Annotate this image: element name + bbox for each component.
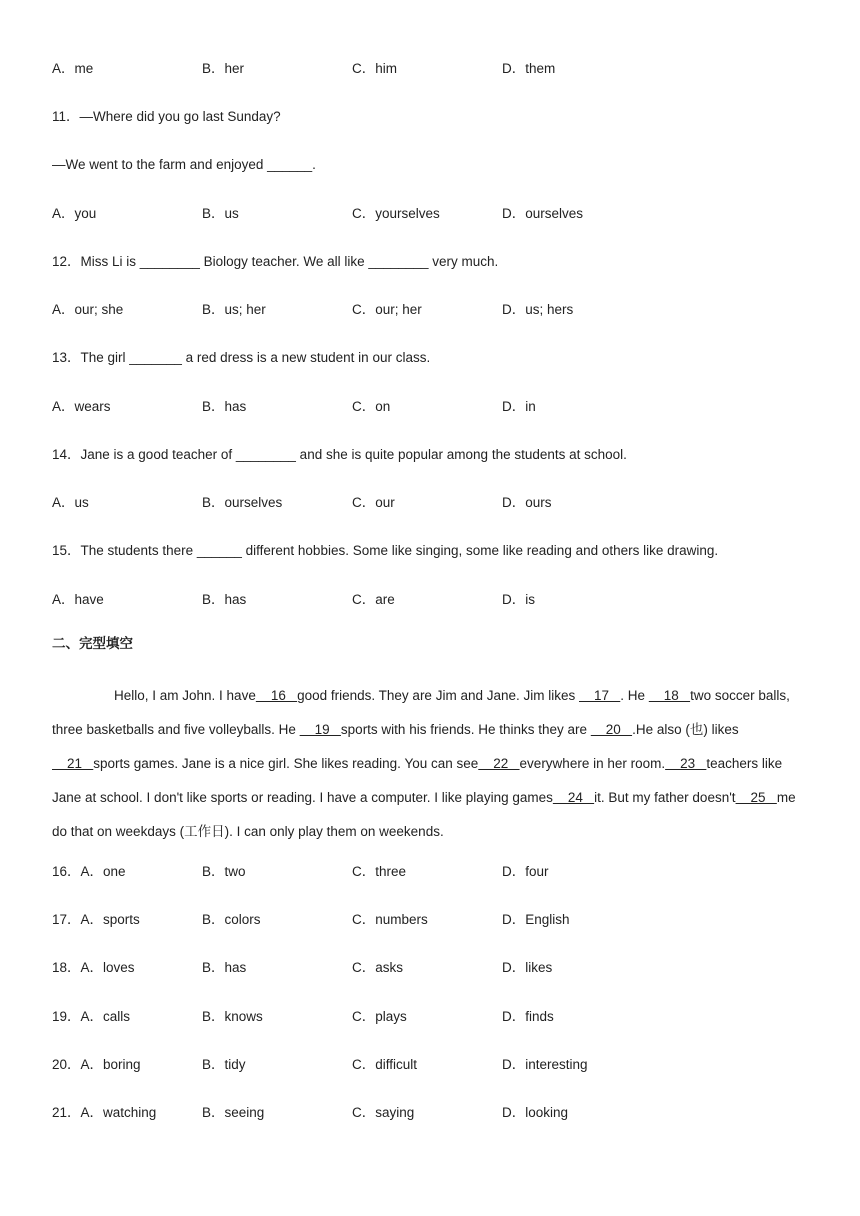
q16-option-c: C．three (352, 864, 407, 879)
blank-23: 23 (665, 756, 707, 771)
passage-segment: everywhere in her room. (519, 756, 666, 771)
q17-option-a: 17．A．sports (52, 912, 140, 927)
q19-option-c: C．plays (352, 1009, 407, 1024)
q19-option-b: B．knows (202, 1009, 263, 1024)
q13-option-c: C．on (352, 399, 391, 414)
q14-question: 14．Jane is a good teacher of ________ and she is quite popular among the students at school. (52, 447, 627, 462)
passage-segment: . He (620, 688, 649, 703)
q14-option-d: D．ours (502, 495, 552, 510)
q11-option-c: C．yourselves (352, 206, 440, 221)
q20-option-d: D．interesting (502, 1057, 588, 1072)
blank-24: 24 (552, 790, 595, 805)
q11-option-d: D．ourselves (502, 206, 584, 221)
q13-options (52, 398, 812, 416)
q12-option-a: A．our; she (52, 302, 124, 317)
passage-segment: it. But my father doesn't (594, 790, 736, 805)
blank-19: 19 (299, 722, 341, 737)
q17-options (52, 911, 812, 929)
q14-option-c: C．our (352, 495, 395, 510)
q15-option-b: B．has (202, 592, 247, 607)
q12-option-c: C．our; her (352, 302, 422, 317)
passage-segment: sports with his friends. He thinks they are (340, 722, 591, 737)
blank-20: 20 (590, 722, 633, 737)
blank-17: 17 (579, 688, 621, 703)
blank-22: 22 (478, 756, 520, 771)
q11-option-a: A．you (52, 206, 97, 221)
q20-option-b: B．tidy (202, 1057, 246, 1072)
q21-options (52, 1104, 812, 1122)
q16-option-b: B．two (202, 864, 246, 879)
q15-option-c: C．are (352, 592, 395, 607)
q12-option-b: B．us; her (202, 302, 266, 317)
q13-option-b: B．has (202, 399, 247, 414)
blank-21: 21 (52, 756, 94, 771)
q11-option-b: B．us (202, 206, 239, 221)
q21-option-c: C．saying (352, 1105, 415, 1120)
q18-option-c: C．asks (352, 960, 404, 975)
q15-options (52, 591, 812, 609)
q10-options (52, 60, 812, 78)
q12-option-d: D．us; hers (502, 302, 574, 317)
passage-segment: good friends. They are Jim and Jane. Jim likes (297, 688, 579, 703)
q10-option-c: C．him (352, 61, 398, 76)
q18-option-a: 18．A．loves (52, 960, 135, 975)
q16-option-d: D．four (502, 864, 549, 879)
q18-option-d: D．likes (502, 960, 553, 975)
cloze-passage (52, 679, 812, 849)
q21-option-b: B．seeing (202, 1105, 265, 1120)
passage-segment: Hello, I am John. I have (114, 688, 256, 703)
q15-option-a: A．have (52, 592, 104, 607)
q19-option-a: 19．A．calls (52, 1009, 131, 1024)
section-title: 二、完型填空 (52, 636, 133, 652)
q18-options (52, 959, 812, 977)
q17-option-c: C．numbers (352, 912, 428, 927)
blank-25: 25 (735, 790, 777, 805)
blank-18: 18 (648, 688, 691, 703)
passage-segment: sports games. Jane is a nice girl. She likes reading. You can see (93, 756, 479, 771)
q15-option-d: D．is (502, 592, 535, 607)
q15-question: 15．The students there ______ different hobbies. Some like singing, some like reading and others like drawing. (52, 543, 719, 558)
q11-answer-line: —We went to the farm and enjoyed ______. (52, 157, 316, 172)
q12-question: 12．Miss Li is ________ Biology teacher. We all like ________ very much. (52, 254, 499, 269)
q20-options (52, 1056, 812, 1074)
q14-option-a: A．us (52, 495, 89, 510)
q16-option-a: 16．A．one (52, 864, 126, 879)
passage-segment: teachers like Jane at school. I don't like sports or reading. I have a computer. I like playing games (52, 756, 783, 805)
q21-option-a: 21．A．watching (52, 1105, 157, 1120)
q13-option-d: D．in (502, 399, 536, 414)
passage-segment: me do that on weekdays (工作日). I can only play them on weekends. (52, 790, 796, 839)
passage-segment: two soccer balls, three basketballs and five volleyballs. He (52, 688, 790, 737)
q17-option-d: D．English (502, 912, 570, 927)
q10-option-d: D．them (502, 61, 556, 76)
q19-option-d: D．finds (502, 1009, 554, 1024)
q21-option-d: D．looking (502, 1105, 569, 1120)
q12-options (52, 301, 812, 319)
q13-option-a: A．wears (52, 399, 111, 414)
q19-options (52, 1008, 812, 1026)
q10-option-a: A．me (52, 61, 94, 76)
q11-question: 11．—Where did you go last Sunday? (52, 109, 281, 124)
q17-option-b: B．colors (202, 912, 261, 927)
blank-16: 16 (255, 688, 298, 703)
q18-option-b: B．has (202, 960, 247, 975)
q20-option-a: 20．A．boring (52, 1057, 141, 1072)
passage-segment: .He also (也) likes (632, 722, 739, 737)
q16-options (52, 863, 812, 881)
q20-option-c: C．difficult (352, 1057, 418, 1072)
q13-question: 13．The girl _______ a red dress is a new student in our class. (52, 350, 431, 365)
q11-options (52, 205, 812, 223)
q14-option-b: B．ourselves (202, 495, 283, 510)
q10-option-b: B．her (202, 61, 245, 76)
q14-options (52, 494, 812, 512)
